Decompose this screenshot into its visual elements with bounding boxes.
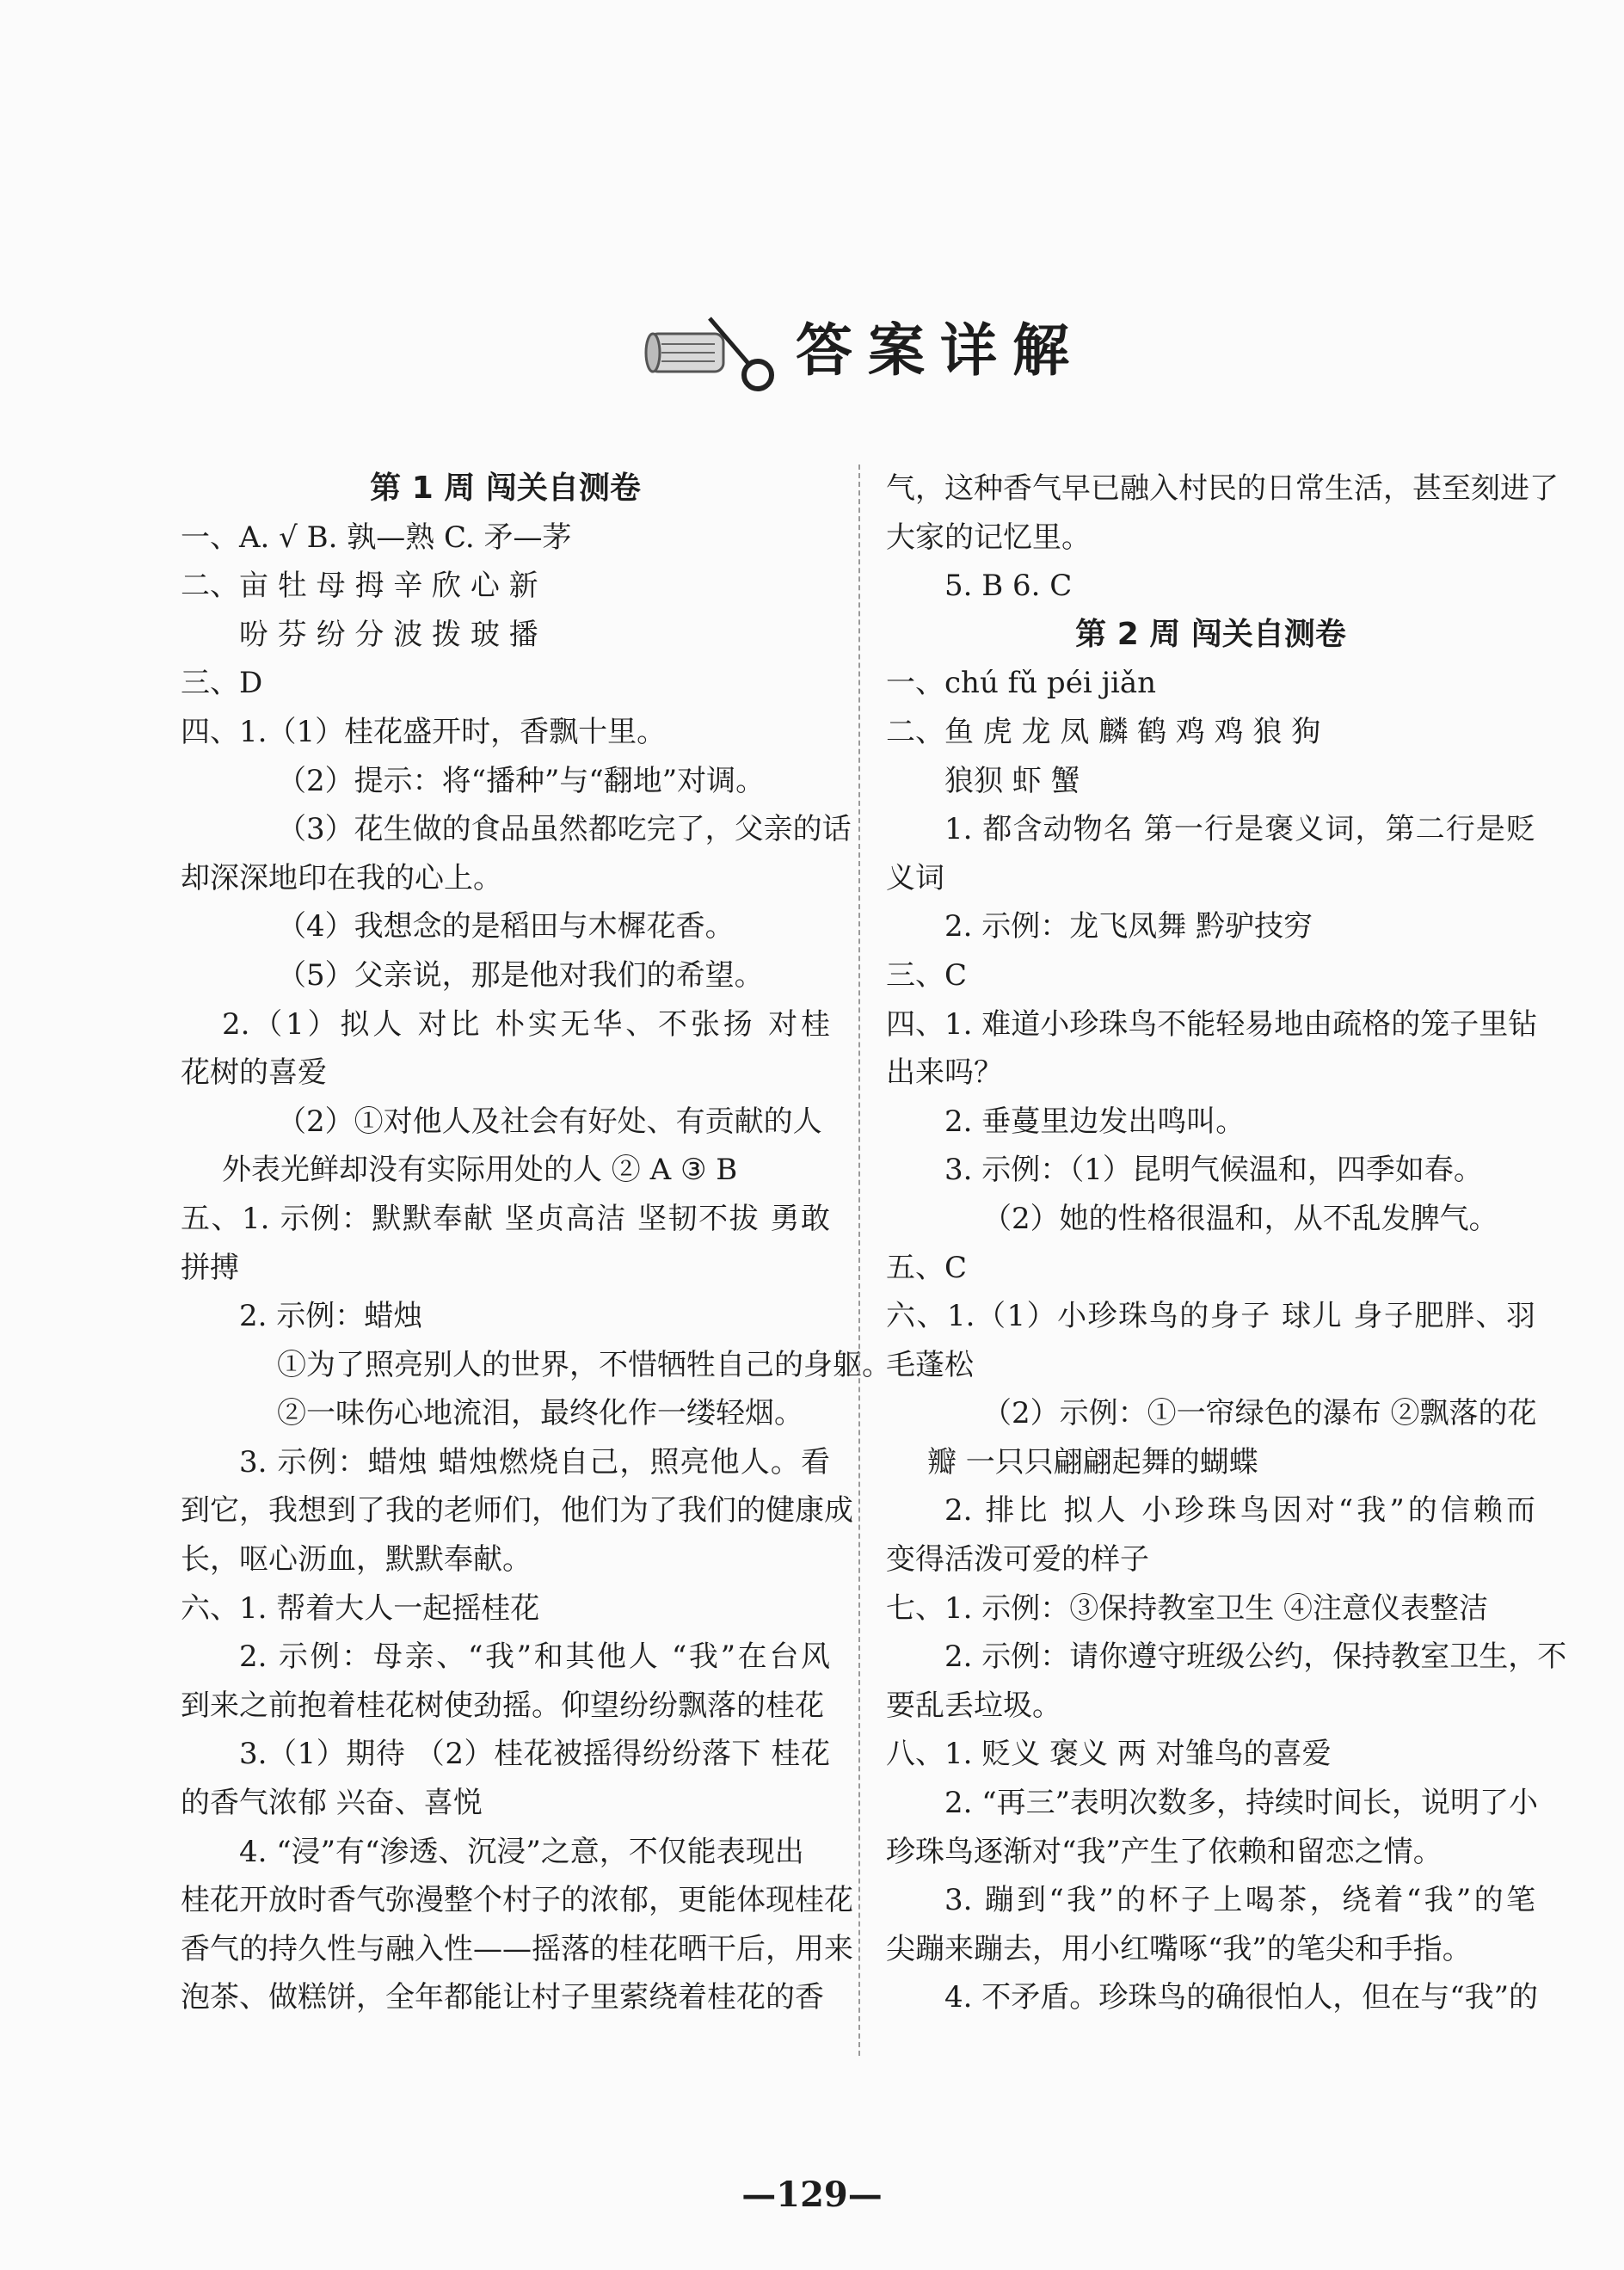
right-column [886, 464, 1567, 2022]
answer-line: 2. 示例：蜡烛 [239, 1299, 423, 1334]
answer-line: 五、1. 示例：默默奉献 坚贞高洁 坚韧不拔 勇敢 [181, 1201, 830, 1236]
answer-line: （3）花生做的食品虽然都吃完了，父亲的话 [277, 812, 852, 847]
answer-line: 的香气浓郁 兴奋、喜悦 [181, 1786, 483, 1821]
answer-line: 一、A. √ B. 孰—熟 C. 矛—茅 [181, 520, 572, 555]
answer-line: 2.（1）拟人 对比 朴实无华、不张扬 对桂 [222, 1006, 830, 1042]
answer-line: 三、C [886, 957, 968, 993]
answer-line: 3. 蹦到“我”的杯子上喝茶，绕着“我”的笔 [944, 1883, 1535, 1918]
answer-line: （2）①对他人及社会有好处、有贡献的人 [277, 1104, 822, 1139]
answer-line: 吩 芬 纷 分 波 拨 玻 播 [239, 617, 538, 652]
answer-line: 要乱丢垃圾。 [886, 1688, 1061, 1723]
answer-line: 2. 示例：请你遵守班级公约，保持教室卫生，不 [944, 1639, 1567, 1675]
answer-line: 尖蹦来蹦去，用小红嘴啄“我”的笔尖和手指。 [886, 1931, 1472, 1966]
answer-line: 1. 都含动物名 第一行是褒义词，第二行是贬 [944, 812, 1535, 847]
page-title: 答案详解 [796, 317, 1085, 384]
answer-line: 5. B 6. C [944, 569, 1073, 604]
answer-line: 大家的记忆里。 [886, 520, 1091, 555]
answer-line: 一、chú fǔ péi jiǎn [886, 666, 1157, 701]
answer-line: 2. 垂蔓里边发出鸣叫。 [944, 1104, 1246, 1139]
scroll-magnifier-icon [641, 310, 778, 396]
answer-line: 到它，我想到了我的老师们，他们为了我们的健康成 [181, 1493, 853, 1529]
answer-line: ①为了照亮别人的世界，不惜牺牲自己的身躯。 [277, 1347, 891, 1382]
answer-line: 八、1. 贬义 褒义 两 对雏鸟的喜爱 [886, 1737, 1332, 1772]
answer-line: 瓣 一只只翩翩起舞的蝴蝶 [927, 1444, 1258, 1479]
answer-line: 4. 不矛盾。珍珠鸟的确很怕人，但在与“我”的 [944, 1980, 1539, 2015]
section-title: 第 2 周 闯关自测卷 [1075, 616, 1346, 652]
answer-line: 2. 示例：母亲、“我”和其他人 “我”在台风 [239, 1639, 830, 1675]
answer-line: 六、1.（1）小珍珠鸟的身子 球儿 身子肥胖、羽 [886, 1299, 1535, 1334]
answer-line: 2. 示例：龙飞凤舞 黔驴技穷 [944, 909, 1313, 944]
answer-line: （5）父亲说，那是他对我们的希望。 [277, 957, 764, 993]
answer-line: 毛蓬松 [886, 1347, 974, 1382]
answer-line: 3. 示例：（1）昆明气候温和，四季如春。 [944, 1153, 1483, 1188]
answer-line: 四、1. 难道小珍珠鸟不能轻易地由疏格的笼子里钻 [886, 1006, 1538, 1042]
answer-line: （2）她的性格很温和，从不乱发脾气。 [982, 1201, 1498, 1236]
answer-line: 外表光鲜却没有实际用处的人 ② A ③ B [222, 1153, 738, 1188]
answer-line: 七、1. 示例：③保持教室卫生 ④注意仪表整洁 [886, 1590, 1489, 1626]
answer-line: 3. 示例：蜡烛 蜡烛燃烧自己，照亮他人。看 [239, 1444, 830, 1479]
left-column [181, 464, 891, 2022]
answer-line: 香气的持久性与融入性——摇落的桂花晒干后，用来 [181, 1931, 853, 1966]
answer-line: 二、亩 牡 母 拇 辛 欣 心 新 [181, 569, 538, 604]
answer-line: （2）提示：将“播种”与“翻地”对调。 [277, 763, 766, 798]
answer-line: 狼狈 虾 蟹 [944, 763, 1080, 798]
page-number: —129— [741, 2175, 883, 2215]
answer-line: 气，这种香气早已融入村民的日常生活，甚至刻进了 [886, 471, 1559, 506]
answer-line: 出来吗？ [886, 1055, 1003, 1091]
answer-line: 三、D [181, 666, 263, 701]
page-header [0, 310, 1624, 404]
answer-line: 拼搏 [181, 1250, 239, 1285]
answer-line: 珍珠鸟逐渐对“我”产生了依赖和留恋之情。 [886, 1834, 1443, 1869]
answer-line: 到来之前抱着桂花树使劲摇。仰望纷纷飘落的桂花 [181, 1688, 824, 1723]
answer-line: 花树的喜爱 [181, 1055, 327, 1091]
answer-line: 长，呕心沥血，默默奉献。 [181, 1542, 532, 1578]
answer-line: 4. “浸”有“渗透、沉浸”之意，不仅能表现出 [239, 1834, 804, 1869]
answer-line: ②一味伤心地流泪，最终化作一缕轻烟。 [277, 1396, 803, 1431]
answer-line: 却深深地印在我的心上。 [181, 860, 502, 895]
column-divider [858, 464, 860, 2056]
answer-line: 泡茶、做糕饼，全年都能让村子里萦绕着桂花的香 [181, 1980, 824, 2015]
answer-line: （2）示例：①一帘绿色的瀑布 ②飘落的花 [982, 1396, 1537, 1431]
answer-line: 二、鱼 虎 龙 凤 麟 鹤 鸡 鸡 狼 狗 [886, 714, 1321, 749]
answer-line: 五、C [886, 1250, 968, 1285]
answer-line: 六、1. 帮着大人一起摇桂花 [181, 1590, 540, 1626]
answer-line: 义词 [886, 860, 944, 895]
section-title: 第 1 周 闯关自测卷 [370, 471, 641, 506]
answer-line: 2. 排比 拟人 小珍珠鸟因对“我”的信赖而 [944, 1493, 1535, 1529]
answer-line: 3.（1）期待 （2）桂花被摇得纷纷落下 桂花 [239, 1737, 830, 1772]
answer-line: 变得活泼可爱的样子 [886, 1542, 1149, 1578]
answer-line: 桂花开放时香气弥漫整个村子的浓郁，更能体现桂花 [181, 1883, 853, 1918]
answer-line: 四、1.（1）桂花盛开时，香飘十里。 [181, 714, 667, 749]
answer-line: 2. “再三”表明次数多，持续时间长，说明了小 [944, 1786, 1539, 1821]
answer-line: （4）我想念的是稻田与木樨花香。 [277, 909, 735, 944]
